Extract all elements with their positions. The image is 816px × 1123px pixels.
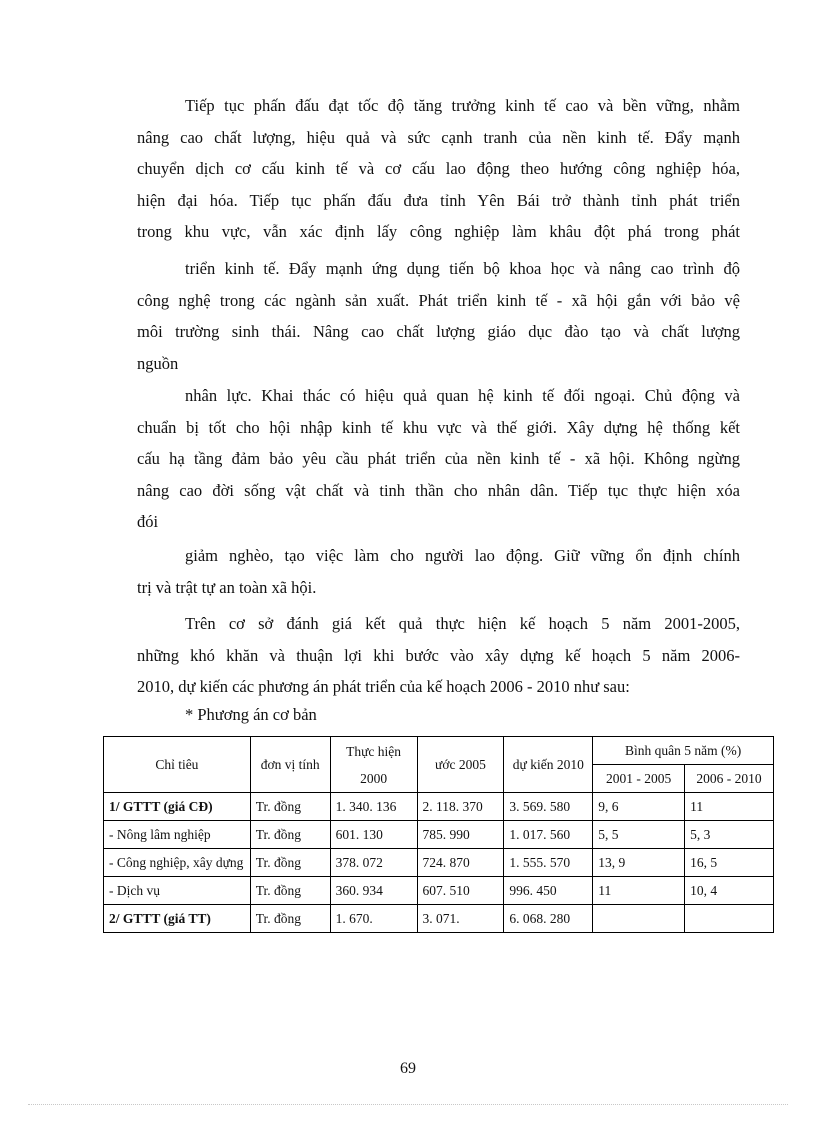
table-cell-unit: Tr. đồng bbox=[250, 821, 330, 849]
paragraph-line: nguồn bbox=[137, 353, 179, 373]
paragraph-line: trị và trật tự an toàn xã hội. bbox=[137, 577, 317, 597]
footer-dotted-divider bbox=[28, 1104, 788, 1105]
table-cell-estimate-2005: 3. 071. bbox=[417, 905, 504, 933]
header-unit: đơn vị tính bbox=[250, 737, 330, 793]
table-cell-actual-2000: 360. 934 bbox=[330, 877, 417, 905]
paragraph-line: nâng cao đời sống vật chất và tinh thần cho nhân dân. Tiếp tục thực hiện xóa bbox=[137, 480, 740, 500]
table-cell-estimate-2005: 2. 118. 370 bbox=[417, 793, 504, 821]
table-cell-estimate-2005: 785. 990 bbox=[417, 821, 504, 849]
paragraph-line: cấu hạ tầng đảm bảo yêu cầu phát triển của nền kinh tế - xã hội. Không ngừng bbox=[137, 449, 740, 468]
header-avg-2001-2005: 2001 - 2005 bbox=[593, 765, 685, 793]
table-cell-actual-2000: 601. 130 bbox=[330, 821, 417, 849]
header-average-group: Bình quân 5 năm (%) bbox=[593, 737, 774, 765]
section-subheading: * Phương án cơ bản bbox=[185, 705, 317, 724]
paragraph-line: trong khu vực, vẫn xác định lấy công nghiệp làm khâu đột phá trong phát bbox=[137, 222, 740, 241]
table-cell-avg-2006-2010: 11 bbox=[685, 793, 774, 821]
table-cell-unit: Tr. đồng bbox=[250, 849, 330, 877]
header-estimate-2005: ước 2005 bbox=[417, 737, 504, 793]
table-cell-unit: Tr. đồng bbox=[250, 877, 330, 905]
paragraph-2 bbox=[137, 253, 740, 379]
table-body bbox=[104, 793, 774, 933]
table-cell-indicator: - Công nghiệp, xây dựng bbox=[104, 849, 251, 877]
table-cell-indicator: - Dịch vụ bbox=[104, 877, 251, 905]
paragraph-5 bbox=[137, 608, 740, 703]
table-cell-estimate-2005: 724. 870 bbox=[417, 849, 504, 877]
table-cell-avg-2001-2005: 11 bbox=[593, 877, 685, 905]
table-cell-avg-2001-2005: 13, 9 bbox=[593, 849, 685, 877]
paragraph-line: nâng cao chất lượng, hiệu quả và sức cạnh tranh của nền kinh tế. Đẩy mạnh bbox=[137, 127, 740, 147]
plan-table bbox=[103, 736, 774, 933]
paragraph-line: hiện đại hóa. Tiếp tục phấn đấu đưa tỉnh Yên Bái trở thành tỉnh phát triển bbox=[137, 190, 740, 210]
paragraph-line: 2010, dự kiến các phương án phát triển của kế hoạch 2006 - 2010 như sau: bbox=[137, 677, 630, 696]
table-cell-unit: Tr. đồng bbox=[250, 793, 330, 821]
table-cell-avg-2006-2010: 10, 4 bbox=[685, 877, 774, 905]
paragraph-line: những khó khăn và thuận lợi khi bước vào xây dựng kế hoạch 5 năm 2006- bbox=[137, 645, 740, 665]
table-cell-actual-2000: 378. 072 bbox=[330, 849, 417, 877]
table-cell-unit: Tr. đồng bbox=[250, 905, 330, 933]
table-cell-plan-2010: 3. 569. 580 bbox=[504, 793, 593, 821]
table-cell-actual-2000: 1. 670. bbox=[330, 905, 417, 933]
table-row bbox=[104, 793, 774, 821]
table-cell-avg-2006-2010: 16, 5 bbox=[685, 849, 774, 877]
paragraph-line: chuyển dịch cơ cấu kinh tế và cơ cấu lao động theo hướng công nghiệp hóa, bbox=[137, 159, 740, 178]
table-row bbox=[104, 821, 774, 849]
paragraph-line: đói bbox=[137, 512, 159, 531]
table-cell-plan-2010: 6. 068. 280 bbox=[504, 905, 593, 933]
header-indicator: Chỉ tiêu bbox=[104, 737, 251, 793]
paragraph-4 bbox=[137, 540, 740, 603]
paragraph-1 bbox=[137, 90, 740, 248]
page-number: 69 bbox=[400, 1060, 416, 1077]
table-cell-avg-2001-2005 bbox=[593, 905, 685, 933]
table-row bbox=[104, 905, 774, 933]
table-cell-plan-2010: 1. 555. 570 bbox=[504, 849, 593, 877]
paragraph-line: Trên cơ sở đánh giá kết quả thực hiện kế hoạch 5 năm 2001-2005, bbox=[185, 614, 740, 633]
table-row bbox=[104, 877, 774, 905]
table-cell-indicator: - Nông lâm nghiệp bbox=[104, 821, 251, 849]
header-actual-2000: Thực hiện 2000 bbox=[330, 737, 417, 793]
table-cell-plan-2010: 996. 450 bbox=[504, 877, 593, 905]
paragraph-line: công nghệ trong các ngành sản xuất. Phát triển kinh tế - xã hội gắn với bảo vệ bbox=[137, 290, 740, 310]
header-avg-2006-2010: 2006 - 2010 bbox=[685, 765, 774, 793]
table-cell-indicator: 2/ GTTT (giá TT) bbox=[104, 905, 251, 933]
paragraph-line: môi trường sinh thái. Nâng cao chất lượng giáo dục đào tạo và chất lượng bbox=[137, 322, 740, 341]
table-cell-plan-2010: 1. 017. 560 bbox=[504, 821, 593, 849]
table-cell-indicator: 1/ GTTT (giá CĐ) bbox=[104, 793, 251, 821]
table-header-row bbox=[104, 737, 774, 765]
paragraph-line: chuẩn bị tốt cho hội nhập kinh tế khu vực và thế giới. Xây dựng hệ thống kết bbox=[137, 417, 740, 437]
table-cell-avg-2006-2010: 5, 3 bbox=[685, 821, 774, 849]
paragraph-line: triển kinh tế. Đẩy mạnh ứng dụng tiến bộ khoa học và nâng cao trình độ bbox=[185, 259, 740, 278]
paragraph-line: Tiếp tục phấn đấu đạt tốc độ tăng trưởng kinh tế cao và bền vững, nhằm bbox=[185, 96, 740, 115]
paragraph-line: nhân lực. Khai thác có hiệu quả quan hệ kinh tế đối ngoại. Chủ động và bbox=[185, 386, 740, 405]
paragraph-line: giảm nghèo, tạo việc làm cho người lao động. Giữ vững ổn định chính bbox=[185, 546, 740, 565]
header-plan-2010: dự kiến 2010 bbox=[504, 737, 593, 793]
table-cell-avg-2001-2005: 9, 6 bbox=[593, 793, 685, 821]
table-cell-avg-2006-2010 bbox=[685, 905, 774, 933]
table-row bbox=[104, 849, 774, 877]
table-cell-actual-2000: 1. 340. 136 bbox=[330, 793, 417, 821]
table-cell-avg-2001-2005: 5, 5 bbox=[593, 821, 685, 849]
paragraph-3 bbox=[137, 380, 740, 538]
table-cell-estimate-2005: 607. 510 bbox=[417, 877, 504, 905]
